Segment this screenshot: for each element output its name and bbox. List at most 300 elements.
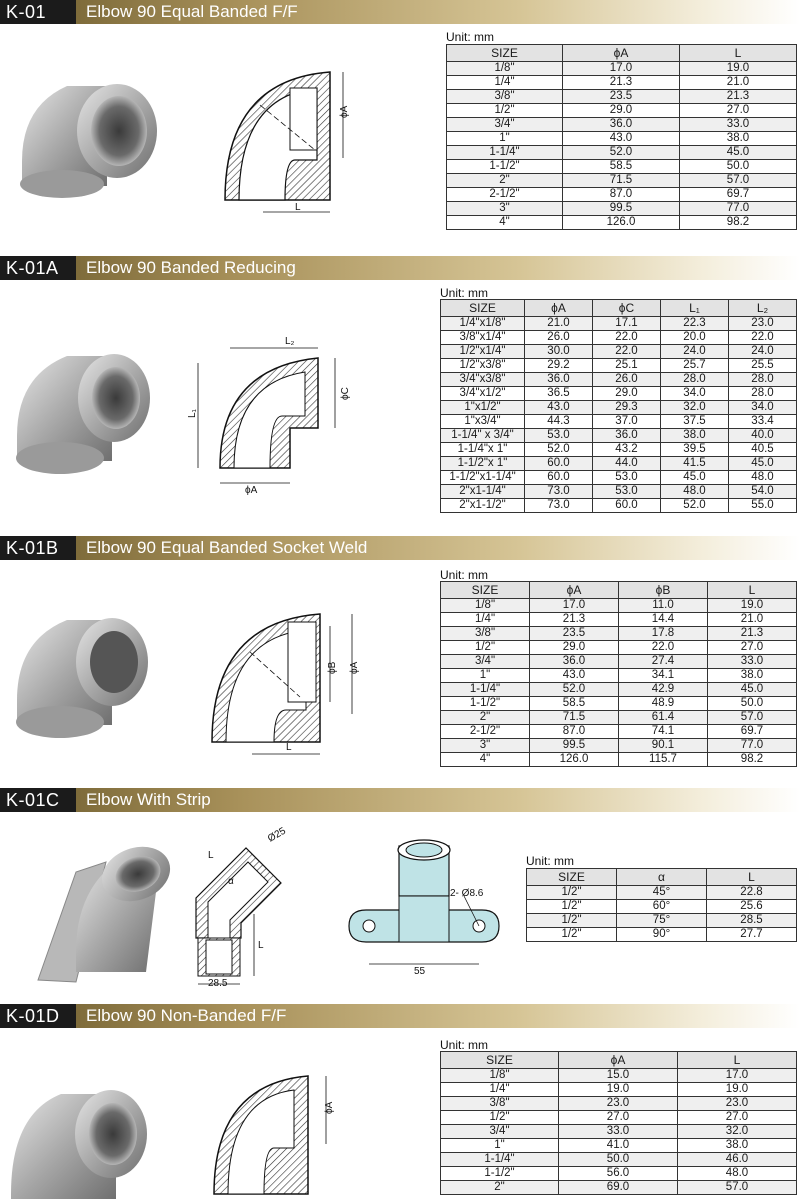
table-cell: 2-1/2": [447, 188, 563, 202]
table-cell: 50.0: [559, 1153, 678, 1167]
section-code: K-01A: [0, 256, 76, 280]
dim-phiA: ϕA: [339, 105, 350, 118]
table-row: [441, 415, 797, 429]
dim-L-top: L: [208, 850, 214, 861]
table-row: [441, 697, 797, 711]
table-row: [527, 914, 797, 928]
table-row: [527, 928, 797, 942]
table-row: [441, 613, 797, 627]
section-k01: [0, 0, 800, 250]
table-cell: 17.1: [593, 317, 661, 331]
column-header: ϕA: [559, 1052, 678, 1069]
table-cell: 77.0: [708, 739, 797, 753]
table-cell: 45.0: [680, 146, 797, 160]
table-cell: 1-1/2": [447, 160, 563, 174]
table-cell: 1/8": [441, 599, 530, 613]
table-cell: 23.0: [678, 1097, 797, 1111]
column-header: SIZE: [447, 45, 563, 62]
table-cell: 45°: [617, 886, 707, 900]
table-cell: 115.7: [619, 753, 708, 767]
table-cell: 19.0: [708, 599, 797, 613]
table-cell: 37.5: [661, 415, 729, 429]
table-cell: 42.9: [619, 683, 708, 697]
table-cell: 1"x1/2": [441, 401, 525, 415]
table-cell: 1/4": [447, 76, 563, 90]
table-row: [441, 471, 797, 485]
table-row: [447, 160, 797, 174]
table-row: [447, 216, 797, 230]
table-cell: 24.0: [729, 345, 797, 359]
table-cell: 40.5: [729, 443, 797, 457]
table-row: [441, 387, 797, 401]
table-cell: 2": [447, 174, 563, 188]
table-cell: 39.5: [661, 443, 729, 457]
table-cell: 60.0: [525, 457, 593, 471]
dim-alpha: α: [228, 876, 234, 887]
dim-L: L: [286, 742, 292, 753]
table-cell: 25.6: [707, 900, 797, 914]
table-cell: 61.4: [619, 711, 708, 725]
table-cell: 53.0: [593, 471, 661, 485]
section-title: Elbow With Strip: [86, 790, 211, 809]
table-row: [441, 655, 797, 669]
table-row: [447, 76, 797, 90]
table-cell: 57.0: [678, 1181, 797, 1195]
table-row: [447, 62, 797, 76]
unit-label: Unit: mm: [440, 568, 488, 582]
dim-28-5: 28.5: [208, 978, 228, 989]
table-cell: 1/2": [527, 914, 617, 928]
table-cell: 1-1/4" x 3/4": [441, 429, 525, 443]
table-cell: 33.0: [559, 1125, 678, 1139]
table-row: [441, 683, 797, 697]
table-cell: 34.1: [619, 669, 708, 683]
table-cell: 11.0: [619, 599, 708, 613]
table-cell: 25.7: [661, 359, 729, 373]
elbow-drawing: [200, 602, 380, 762]
table-cell: 34.0: [661, 387, 729, 401]
dim-phi25: Ø25: [266, 825, 288, 845]
table-cell: 3/4": [447, 118, 563, 132]
table-cell: 58.5: [563, 160, 680, 174]
table-row: [441, 1111, 797, 1125]
table-cell: 3/4"x3/8": [441, 373, 525, 387]
table-row: [441, 1139, 797, 1153]
table-cell: 17.8: [619, 627, 708, 641]
table-cell: 22.0: [619, 641, 708, 655]
dim-L-side: L: [258, 940, 264, 951]
table-cell: 52.0: [525, 443, 593, 457]
table-cell: 43.0: [530, 669, 619, 683]
table-cell: 75°: [617, 914, 707, 928]
table-cell: 22.0: [593, 345, 661, 359]
table-cell: 57.0: [680, 174, 797, 188]
table-row: [441, 711, 797, 725]
table-cell: 14.4: [619, 613, 708, 627]
table-cell: 23.5: [530, 627, 619, 641]
table-row: [441, 641, 797, 655]
section-title: Elbow 90 Equal Banded F/F: [86, 2, 298, 21]
column-header: SIZE: [527, 869, 617, 886]
table-cell: 32.0: [661, 401, 729, 415]
table-cell: 44.3: [525, 415, 593, 429]
elbow-drawing: [187, 328, 370, 498]
section-k01a: [0, 256, 800, 528]
dim-phiB: ϕB: [327, 661, 338, 674]
table-row: [447, 132, 797, 146]
table-cell: 36.5: [525, 387, 593, 401]
table-cell: 21.3: [563, 76, 680, 90]
table-cell: 1-1/2": [441, 1167, 559, 1181]
table-cell: 21.0: [708, 613, 797, 627]
table-cell: 69.7: [680, 188, 797, 202]
table-row: [447, 104, 797, 118]
table-cell: 1-1/4": [441, 683, 530, 697]
table-cell: 2": [441, 711, 530, 725]
table-cell: 99.5: [530, 739, 619, 753]
table-row: [441, 669, 797, 683]
unit-label: Unit: mm: [440, 1038, 488, 1052]
dim-55: 55: [414, 966, 426, 977]
table-cell: 34.0: [729, 401, 797, 415]
table-cell: 1/4"x1/8": [441, 317, 525, 331]
table-cell: 41.5: [661, 457, 729, 471]
table-row: [447, 188, 797, 202]
table-row: [441, 345, 797, 359]
section-title: Elbow 90 Banded Reducing: [86, 258, 296, 277]
table-row: [441, 739, 797, 753]
section-title: Elbow 90 Non-Banded F/F: [86, 1006, 287, 1025]
column-header: L: [707, 869, 797, 886]
table-cell: 21.0: [680, 76, 797, 90]
column-header: L: [678, 1052, 797, 1069]
table-row: [527, 900, 797, 914]
table-cell: 1/2": [441, 641, 530, 655]
table-row: [441, 331, 797, 345]
table-cell: 30.0: [525, 345, 593, 359]
table-cell: 1-1/4": [441, 1153, 559, 1167]
table-cell: 58.5: [530, 697, 619, 711]
table-cell: 1": [441, 669, 530, 683]
elbow-photo: [36, 832, 186, 992]
column-header: ϕB: [619, 582, 708, 599]
table-cell: 60.0: [593, 499, 661, 513]
table-cell: 43.0: [525, 401, 593, 415]
table-cell: 46.0: [678, 1153, 797, 1167]
table-cell: 36.0: [563, 118, 680, 132]
column-header: ϕA: [530, 582, 619, 599]
dim-phiA: ϕA: [349, 661, 360, 674]
spec-table: [440, 1051, 797, 1195]
table-cell: 1/8": [447, 62, 563, 76]
table-cell: 1/2": [527, 928, 617, 942]
column-header: SIZE: [441, 582, 530, 599]
table-row: [441, 443, 797, 457]
table-cell: 23.0: [729, 317, 797, 331]
table-header-row: [527, 869, 797, 886]
table-header-row: [441, 1052, 797, 1069]
elbow-photo: [12, 66, 162, 216]
table-cell: 23.0: [559, 1097, 678, 1111]
table-row: [441, 1181, 797, 1195]
table-cell: 1/4": [441, 613, 530, 627]
table-row: [441, 401, 797, 415]
table-cell: 4": [441, 753, 530, 767]
table-cell: 23.5: [563, 90, 680, 104]
table-cell: 87.0: [563, 188, 680, 202]
table-cell: 90°: [617, 928, 707, 942]
table-cell: 1/2": [527, 886, 617, 900]
table-cell: 48.0: [661, 485, 729, 499]
unit-label: Unit: mm: [526, 854, 574, 868]
table-cell: 3/8": [441, 1097, 559, 1111]
table-cell: 3/8": [447, 90, 563, 104]
table-cell: 17.0: [530, 599, 619, 613]
table-cell: 48.0: [678, 1167, 797, 1181]
elbow-drawing: [186, 825, 306, 989]
elbow-photo: [12, 600, 162, 750]
table-cell: 27.4: [619, 655, 708, 669]
column-header: ϕA: [525, 300, 593, 317]
table-cell: 22.3: [661, 317, 729, 331]
section-code: K-01: [0, 0, 76, 24]
table-cell: 73.0: [525, 485, 593, 499]
table-cell: 54.0: [729, 485, 797, 499]
table-cell: 1": [441, 1139, 559, 1153]
table-cell: 53.0: [593, 485, 661, 499]
table-cell: 38.0: [678, 1139, 797, 1153]
section-code: K-01B: [0, 536, 76, 560]
table-cell: 17.0: [678, 1069, 797, 1083]
table-cell: 1-1/2"x1-1/4": [441, 471, 525, 485]
table-cell: 56.0: [559, 1167, 678, 1181]
table-cell: 17.0: [563, 62, 680, 76]
table-row: [441, 359, 797, 373]
table-row: [441, 457, 797, 471]
table-row: [447, 202, 797, 216]
table-cell: 99.5: [563, 202, 680, 216]
table-cell: 27.0: [559, 1111, 678, 1125]
table-cell: 60.0: [525, 471, 593, 485]
table-cell: 29.0: [593, 387, 661, 401]
table-cell: 1": [447, 132, 563, 146]
table-row: [441, 753, 797, 767]
table-row: [527, 886, 797, 900]
table-cell: 1"x3/4": [441, 415, 525, 429]
table-cell: 69.0: [559, 1181, 678, 1195]
table-cell: 3/8": [441, 627, 530, 641]
table-cell: 28.0: [729, 373, 797, 387]
section-title: Elbow 90 Equal Banded Socket Weld: [86, 538, 368, 557]
table-cell: 25.1: [593, 359, 661, 373]
table-cell: 24.0: [661, 345, 729, 359]
table-cell: 33.0: [680, 118, 797, 132]
table-cell: 41.0: [559, 1139, 678, 1153]
section-code: K-01D: [0, 1004, 76, 1028]
table-cell: 126.0: [563, 216, 680, 230]
spec-table: [446, 44, 797, 230]
table-cell: 1/2"x1/4": [441, 345, 525, 359]
table-cell: 25.5: [729, 359, 797, 373]
table-row: [441, 627, 797, 641]
section-k01d: [0, 1004, 800, 1203]
unit-label: Unit: mm: [446, 30, 494, 44]
table-cell: 33.0: [708, 655, 797, 669]
table-cell: 1-1/4": [447, 146, 563, 160]
table-cell: 71.5: [563, 174, 680, 188]
table-row: [441, 1083, 797, 1097]
column-header: SIZE: [441, 300, 525, 317]
table-cell: 38.0: [680, 132, 797, 146]
table-cell: 33.4: [729, 415, 797, 429]
table-cell: 1-1/2"x 1": [441, 457, 525, 471]
column-header: L₂: [729, 300, 797, 317]
table-cell: 3/8"x1/4": [441, 331, 525, 345]
table-cell: 1/2": [527, 900, 617, 914]
table-header-row: [441, 300, 797, 317]
column-header: ϕA: [563, 45, 680, 62]
table-cell: 3/4": [441, 655, 530, 669]
table-cell: 20.0: [661, 331, 729, 345]
table-cell: 98.2: [708, 753, 797, 767]
column-header: α: [617, 869, 707, 886]
table-cell: 22.8: [707, 886, 797, 900]
table-cell: 38.0: [708, 669, 797, 683]
table-cell: 21.3: [530, 613, 619, 627]
table-cell: 3": [441, 739, 530, 753]
table-cell: 71.5: [530, 711, 619, 725]
table-cell: 27.0: [708, 641, 797, 655]
elbow-drawing: [208, 1064, 348, 1204]
table-cell: 28.5: [707, 914, 797, 928]
table-cell: 29.0: [530, 641, 619, 655]
table-cell: 37.0: [593, 415, 661, 429]
table-cell: 50.0: [680, 160, 797, 174]
table-cell: 22.0: [593, 331, 661, 345]
table-cell: 21.0: [525, 317, 593, 331]
table-cell: 1-1/4"x 1": [441, 443, 525, 457]
table-cell: 52.0: [563, 146, 680, 160]
column-header: L₁: [661, 300, 729, 317]
table-row: [441, 429, 797, 443]
table-row: [447, 90, 797, 104]
dim-phiA: ϕA: [324, 1101, 335, 1114]
spec-table: [440, 299, 797, 513]
table-cell: 28.0: [661, 373, 729, 387]
table-header-row: [441, 582, 797, 599]
column-header: L: [708, 582, 797, 599]
elbow-drawing: [215, 60, 375, 220]
dim-hole: 2- Ø8.6: [450, 888, 484, 899]
table-cell: 60°: [617, 900, 707, 914]
table-row: [441, 1069, 797, 1083]
section-code: K-01C: [0, 788, 76, 812]
table-cell: 1/8": [441, 1069, 559, 1083]
table-cell: 4": [447, 216, 563, 230]
table-cell: 40.0: [729, 429, 797, 443]
table-cell: 87.0: [530, 725, 619, 739]
table-cell: 50.0: [708, 697, 797, 711]
table-cell: 29.0: [563, 104, 680, 118]
table-cell: 57.0: [708, 711, 797, 725]
table-cell: 32.0: [678, 1125, 797, 1139]
elbow-photo: [12, 336, 162, 486]
dim-phiC: ϕC: [340, 387, 351, 400]
table-row: [441, 317, 797, 331]
dim-phiA: ϕA: [245, 485, 258, 496]
table-cell: 27.0: [678, 1111, 797, 1125]
table-cell: 38.0: [661, 429, 729, 443]
table-cell: 26.0: [593, 373, 661, 387]
table-cell: 2": [441, 1181, 559, 1195]
table-cell: 98.2: [680, 216, 797, 230]
table-cell: 43.2: [593, 443, 661, 457]
column-header: SIZE: [441, 1052, 559, 1069]
table-cell: 44.0: [593, 457, 661, 471]
table-cell: 3/4": [441, 1125, 559, 1139]
table-cell: 1-1/2": [441, 697, 530, 711]
table-cell: 45.0: [708, 683, 797, 697]
table-cell: 28.0: [729, 387, 797, 401]
table-cell: 21.3: [680, 90, 797, 104]
table-row: [447, 174, 797, 188]
strip-drawing: [344, 836, 504, 986]
table-cell: 43.0: [563, 132, 680, 146]
table-cell: 52.0: [530, 683, 619, 697]
section-k01b: [0, 536, 800, 784]
table-cell: 36.0: [593, 429, 661, 443]
spec-table: [440, 581, 797, 767]
table-cell: 2"x1-1/2": [441, 499, 525, 513]
table-cell: 19.0: [680, 62, 797, 76]
table-cell: 36.0: [525, 373, 593, 387]
table-cell: 27.7: [707, 928, 797, 942]
table-row: [447, 146, 797, 160]
section-k01c: [0, 788, 800, 998]
table-cell: 22.0: [729, 331, 797, 345]
table-cell: 1/2": [441, 1111, 559, 1125]
table-row: [447, 118, 797, 132]
table-cell: 3": [447, 202, 563, 216]
table-cell: 26.0: [525, 331, 593, 345]
table-cell: 1/2": [447, 104, 563, 118]
table-cell: 15.0: [559, 1069, 678, 1083]
elbow-photo: [6, 1064, 156, 1204]
table-header-row: [447, 45, 797, 62]
table-cell: 74.1: [619, 725, 708, 739]
table-cell: 55.0: [729, 499, 797, 513]
table-cell: 1/4": [441, 1083, 559, 1097]
column-header: ϕC: [593, 300, 661, 317]
table-cell: 48.0: [729, 471, 797, 485]
table-row: [441, 373, 797, 387]
table-row: [441, 499, 797, 513]
table-cell: 3/4"x1/2": [441, 387, 525, 401]
table-cell: 2"x1-1/4": [441, 485, 525, 499]
table-cell: 52.0: [661, 499, 729, 513]
table-row: [441, 1125, 797, 1139]
table-cell: 73.0: [525, 499, 593, 513]
table-cell: 36.0: [530, 655, 619, 669]
table-row: [441, 485, 797, 499]
column-header: L: [680, 45, 797, 62]
table-row: [441, 1167, 797, 1181]
dim-L2: L₂: [285, 336, 295, 347]
table-cell: 19.0: [559, 1083, 678, 1097]
table-cell: 21.3: [708, 627, 797, 641]
table-cell: 45.0: [729, 457, 797, 471]
dim-L: L: [295, 202, 301, 213]
